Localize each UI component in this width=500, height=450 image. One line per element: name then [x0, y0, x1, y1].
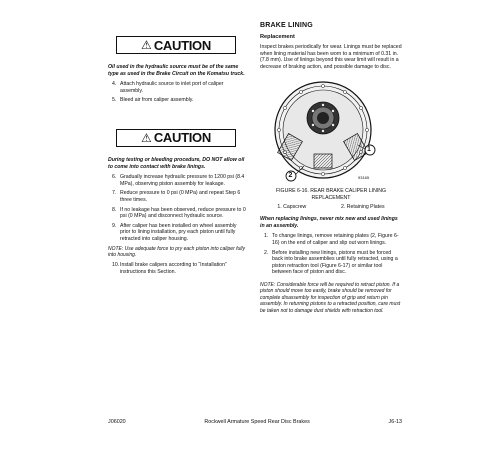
- retraction-note: NOTE: Considerable force will be required to retract piston. If a piston should move too easily, brake should be removed for complete disassembly for inspection of grip and return pin assembly. In returning pistons to a retracted position, care must be taken not to damage dust shields with retraction tool.: [260, 281, 401, 314]
- section-subheading: Replacement: [260, 34, 295, 40]
- caution-box-2: [116, 129, 236, 147]
- step-item: 8. If no leakage has been observed, reduce pressure to 0 psi (0 MPa) and disconnect hydraulic source.: [112, 206, 246, 220]
- step-item: 6. Gradually increase hydraulic pressure to 1200 psi (8.4 MPa), observing piston assembly for leakage.: [112, 174, 245, 187]
- legend-item: 2. Retaining Plates: [341, 204, 385, 211]
- page-number: J6-13: [388, 419, 402, 425]
- step-item: 7. Reduce pressure to 0 psi (0 MPa) and repeat Step 6 three times.: [112, 190, 241, 203]
- warning-triangle-icon: ⚠: [141, 38, 152, 52]
- steps-list-2: [108, 174, 246, 242]
- lining-warning: When replacing linings, never mix new and used linings in an assembly.: [260, 216, 398, 229]
- figure-caption: FIGURE 6-16. REAR BRAKE CALIPER LINING REPLACEMENT: [275, 188, 387, 201]
- page-footer: [108, 419, 402, 425]
- left-column: [108, 36, 246, 279]
- caution-label: CAUTION: [153, 37, 211, 53]
- caution-text-2: During testing or bleeding procedure, DO NOT allow oil to come into contact with brake linings.: [108, 156, 245, 170]
- step-item: 9. After caliper has been installed on wheel assembly prior to lining installation, pry each piston until fully retracted into caliper housing.: [112, 222, 237, 242]
- caution-text-1: Oil used in the hydraulic source must be of the same type as used in the Brake Circuit on the Komatsu truck.: [108, 64, 245, 77]
- brake-caliper-figure: [264, 78, 382, 184]
- steps-list-right: [260, 233, 402, 276]
- footer-doc-id: J06020: [108, 419, 126, 425]
- caution-box-1: [116, 36, 236, 54]
- step-item: 1. To change linings, remove retaining plates (2, Figure 6-16) on the end of caliper and slip out worn linings.: [264, 233, 399, 246]
- step-item: 5. Bleed air from caliper assembly.: [112, 97, 194, 104]
- legend-item: 1. Capscrew: [277, 204, 307, 211]
- callout-2: 2: [288, 172, 293, 180]
- footer-title: Rockwell Armature Speed Rear Disc Brakes: [204, 419, 310, 425]
- figure-id: 93165: [358, 175, 370, 181]
- step-item: 10. Install brake calipers according to “Installation” instructions this Section.: [112, 262, 227, 275]
- steps-list-1: [108, 81, 246, 104]
- step-item: 4. Attach hydraulic source to inlet port of caliper assembly.: [112, 81, 224, 94]
- right-column: [260, 22, 402, 318]
- warning-triangle-icon: ⚠: [141, 130, 152, 145]
- figure-legend: [260, 204, 402, 210]
- section-heading: BRAKE LINING: [260, 22, 313, 29]
- intro-paragraph: Inspect brakes periodically for wear. Linings must be replaced when lining material has been worn to a minimum of 0.31 in. (7.8 mm). Use of linings beyond this wear limit will result in a decrease of braking action, and possible damage to disc.: [260, 44, 402, 70]
- callout-1: 1: [367, 146, 371, 154]
- note-text: NOTE: Use adequate force to pry each piston into caliper fully into housing.: [108, 245, 246, 258]
- brake-disc-illustration: [264, 78, 382, 184]
- caution-label: CAUTION: [153, 130, 211, 146]
- step-item: 2. Before installing new linings, pistons must be forced back into brake assemblies until fully retracted, using a piston retraction tool (Figure 6-17) or similar tool between face of piston and disc.: [264, 249, 398, 276]
